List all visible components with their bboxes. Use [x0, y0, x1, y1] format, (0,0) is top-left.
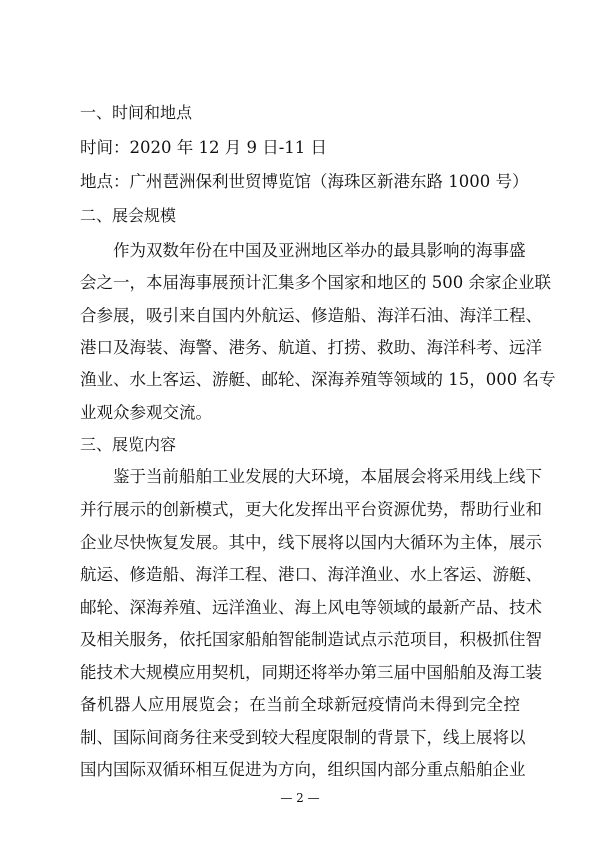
paragraph-line: 能技术大规模应用契机，同期还将举办第三届中国船舶及海工装: [80, 663, 542, 682]
section-3-heading: 三、展览内容: [80, 435, 177, 454]
section-2-heading: 二、展会规模: [80, 206, 177, 225]
paragraph-line: 会之一，本届海事展预计汇集多个国家和地区的 500 余家企业联: [80, 273, 551, 292]
paragraph-line: 鉴于当前船舶工业发展的大环境，本届展会将采用线上线下: [113, 467, 542, 486]
paragraph-line: 并行展示的创新模式，更大化发挥出平台资源优势，帮助行业和: [80, 500, 542, 519]
paragraph-line: 业观众参观交流。: [80, 403, 212, 422]
paragraph-line: 合参展，吸引来自国内外航运、修造船、海洋石油、海洋工程、: [80, 306, 542, 325]
paragraph-line: 制、国际间商务往来受到较大程度限制的背景下，线上展将以: [80, 728, 526, 747]
paragraph-line: 作为双数年份在中国及亚洲地区举办的最具影响的海事盛: [113, 241, 526, 260]
page-number: — 2 —: [280, 791, 320, 805]
section-1-heading: 一、时间和地点: [80, 103, 193, 122]
paragraph-line: 备机器人应用展览会；在当前全球新冠疫情尚未得到完全控: [80, 695, 520, 714]
paragraph-line: 及相关服务，依托国家船舶智能制造试点示范项目，积极抓住智: [80, 630, 542, 649]
paragraph-line: 港口及海装、海警、港务、航道、打捞、救助、海洋科考、远洋: [80, 338, 542, 357]
paragraph-line: 渔业、水上客运、游艇、邮轮、深海养殖等领域的 15，000 名专: [80, 370, 556, 389]
time-line: 时间：2020 年 12 月 9 日-11 日: [80, 138, 328, 157]
paragraph-line: 邮轮、深海养殖、远洋渔业、海上风电等领域的最新产品、技术: [80, 598, 542, 617]
paragraph-line: 航运、修造船、海洋工程、港口、海洋渔业、水上客运、游艇、: [80, 565, 542, 584]
paragraph-line: 企业尽快恢复发展。其中，线下展将以国内大循环为主体，展示: [80, 533, 542, 552]
place-line: 地点：广州琶洲保利世贸博览馆（海珠区新港东路 1000 号）: [80, 172, 529, 191]
paragraph-line: 国内国际双循环相互促进为方向，组织国内部分重点船舶企业: [80, 760, 526, 779]
